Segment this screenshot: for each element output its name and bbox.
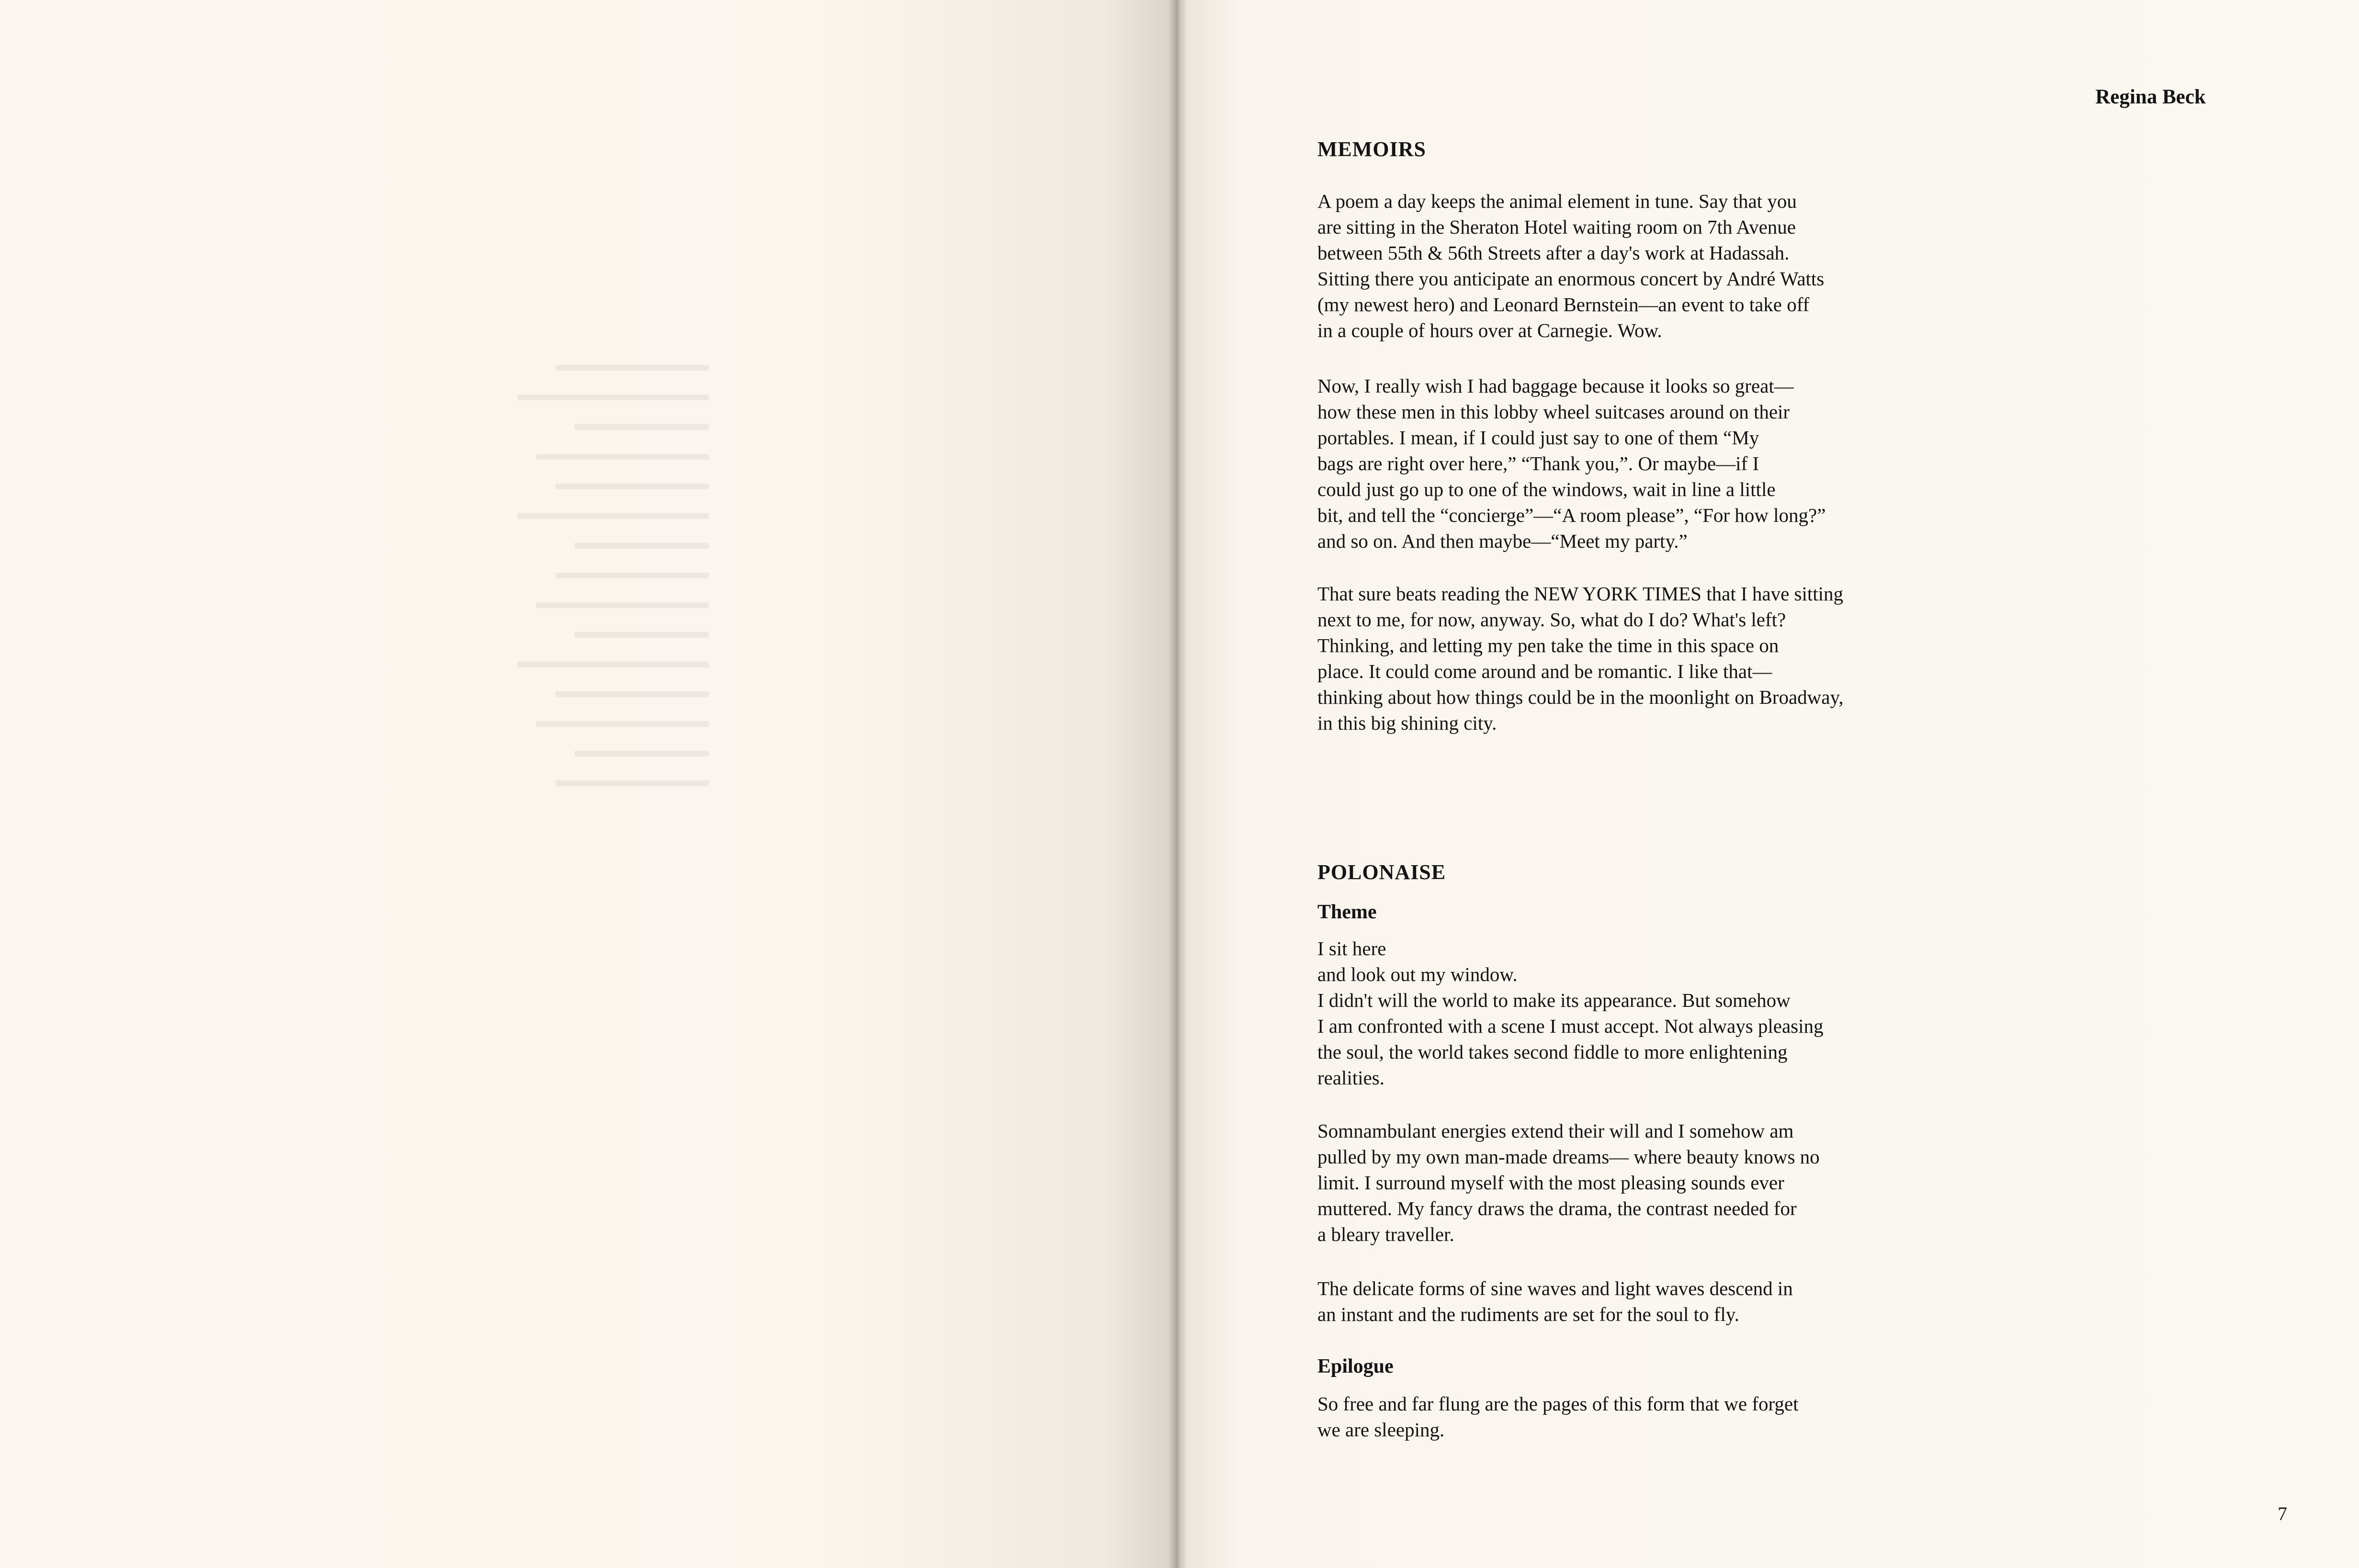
memoirs-paragraph-3: That sure beats reading the NEW YORK TIMES that I have sitting next to me, for now, anyway. So, what do I do? What's left? Thinking, and letting my pen take the time in this space on place. It could come around and be romantic. I like that— thinking about how things could be in the moonlight on Broadway, in this big shining city. [1317,583,1844,734]
memoirs-title: MEMOIRS [1317,137,1426,161]
epilogue-heading: Epilogue [1317,1355,1394,1377]
left-page-blank [0,0,1176,1568]
theme-paragraph-2: Somnambulant energies extend their will and I somehow am pulled by my own man-made dreams— where beauty knows no limit. I surround myself with the most pleasing sounds ever muttered. My fancy draws the drama, the contrast needed for a bleary traveller. [1317,1120,1820,1245]
polonaise-title: POLONAISE [1317,860,1446,884]
author-name: Regina Beck [2095,86,2206,108]
show-through-texture: ▬▬▬▬▬▬▬▬ ▬▬▬▬▬▬▬▬▬▬ ▬▬▬▬▬▬▬ ▬▬▬▬▬▬▬▬▬ ▬▬▬▬▬▬▬▬ ▬▬▬▬▬▬▬▬▬▬ ▬▬▬▬▬▬▬ ▬▬▬▬▬▬▬▬ ▬▬▬▬▬▬▬▬▬ ▬▬▬▬▬▬▬ ▬▬▬▬▬▬▬▬▬▬ ▬▬▬▬▬▬▬▬ ▬▬▬▬▬▬▬▬▬ ▬▬▬▬▬▬▬ ▬▬▬▬▬▬▬▬ [517,353,709,790]
theme-paragraph-3: The delicate forms of sine waves and light waves descend in an instant and the rudiments are set for the soul to fly. [1317,1277,1793,1325]
page-number: 7 [2278,1503,2287,1524]
memoirs-paragraph-2: Now, I really wish I had baggage because it looks so great— how these men in this lobby wheel suitcases around on their portables. I mean, if I could just say to one of them “My bags are right over here,” “Thank you,”. Or maybe—if I could just go up to one of the windows, wait in line a little bit, and tell the “concierge”—“A room please”, “For how long?” and so on. And then maybe—“Meet my party.” [1317,375,1826,552]
theme-heading: Theme [1317,901,1377,923]
book-gutter [1168,0,1188,1568]
theme-paragraph-1: I sit here and look out my window. I didn't will the world to make its appearance. But somehow I am confronted with a scene I must accept. Not always pleasing the soul, the world takes second fiddle to more enlightening realities. [1317,937,1824,1089]
epilogue-paragraph: So free and far flung are the pages of this form that we forget we are sleeping. [1317,1393,1799,1441]
memoirs-paragraph-1: A poem a day keeps the animal element in tune. Say that you are sitting in the Sheraton Hotel waiting room on 7th Avenue between 55th & 56th Streets after a day's work at Hadassah. Sitting there you anticipate an enormous concert by André Watts (my newest hero) and Leonard Bernstein—an event to take off in a couple of hours over at Carnegie. Wow. [1317,190,1825,341]
right-page [1187,0,2359,1568]
